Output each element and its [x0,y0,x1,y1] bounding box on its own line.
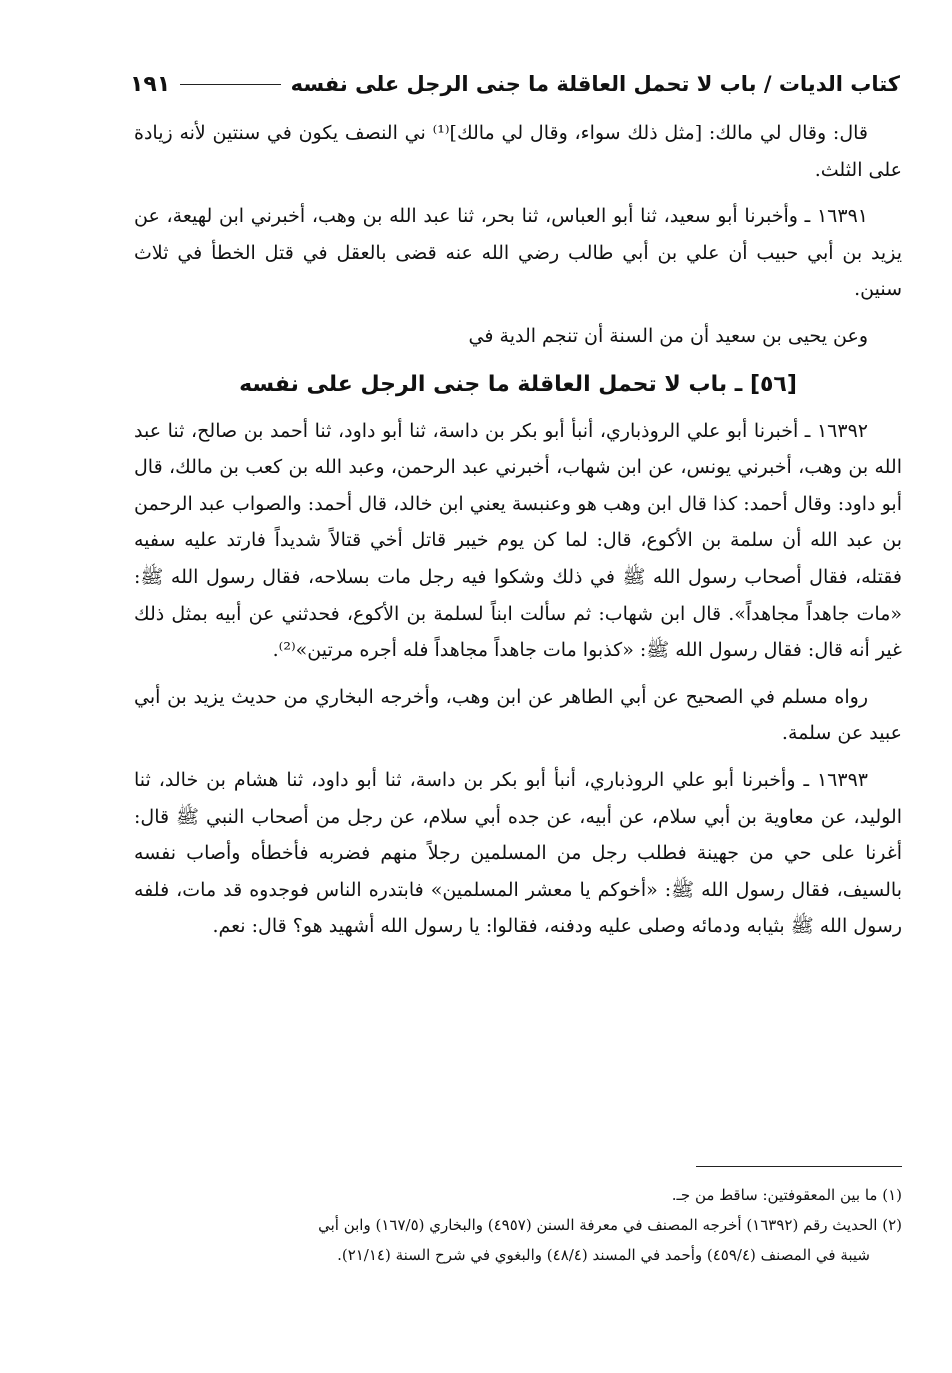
hadith-16392: ١٦٣٩٢ ـ أخبرنا أبو علي الروذباري، أنبأ أبو بكر بن داسة، ثنا أبو داود، ثنا أحمد بن صالح، ثنا عبد الله بن وهب، أخبرني يونس، عن ابن شهاب، أخبرني عبد الرحمن، وعبد الله بن كعب بن مالك، قال أبو داود: وقال أحمد: كذا قال ابن وهب هو وعنبسة يعني ابن خالد، قال أحمد: والصواب عبد الرحمن بن عبد الله أن سلمة بن الأكوع، قال: لما كن يوم خيبر قاتل أخي قتالاً شديداً فارتد عليه سفيه فقتله، فقال أصحاب رسول الله ﷺ في ذلك وشكوا فيه رجل مات بسلاحه، فقال رسول الله ﷺ: «مات جاهداً مجاهداً». قال ابن شهاب: ثم سألت ابناً لسلمة بن الأكوع، فحدثني عن أبيه بمثل ذلك غير أنه قال: فقال رسول الله ﷺ: «كذبوا مات جاهداً مجاهداً فله أجره مرتين»⁽²⁾. [134,419,902,662]
paragraph-5: رواه مسلم في الصحيح عن أبي الطاهر عن ابن وهب، وأخرجه البخاري من حديث يزيد بن أبي عبيد عن سلمة. [134,685,902,745]
paragraph-3: وعن يحيى بن سعيد أن من السنة أن تنجم الدية في [468,324,868,347]
hadith-16391: ١٦٣٩١ ـ وأخبرنا أبو سعيد، ثنا أبو العباس، ثنا بحر، ثنا عبد الله بن وهب، أخبرني ابن لهيعة، عن يزيد بن أبي حبيب أن علي بن أبي طالب رضي الله عنه قضى بالعقل في قتل الخطأ في ثلاث سنين. [134,205,902,301]
page-number: ١٩١ [130,71,171,97]
chapter-heading: [٥٦] ـ باب لا تحمل العاقلة ما جنى الرجل على نفسه [239,371,797,397]
hadith-16393: ١٦٣٩٣ ـ وأخبرنا أبو علي الروذباري، أنبأ أبو بكر بن داسة، ثنا أبو داود، ثنا هشام بن خالد، ثنا الوليد، عن معاوية بن أبي سلام، عن أبيه، عن جده أبي سلام، عن رجل من أصحاب النبي ﷺ قال: أغرنا على حي من جهينة فطلب رجل من المسلمين رجلاً منهم فضربه فأخطأه وأصاب نفسه بالسيف، فقال رسول الله ﷺ: «أخوكم يا معشر المسلمين» فابتدره الناس فوجدوه قد مات، فلفه رسول الله ﷺ بثيابه ودمائه وصلى عليه ودفنه، فقالوا: يا رسول الله أشهيد هو؟ قال: نعم. [134,768,902,938]
header-rule [180,84,280,85]
footnote-rule [696,1166,902,1167]
footnotes [134,1180,902,1270]
header-title: كتاب الديات / باب لا تحمل العاقلة ما جنى الرجل على نفسه [290,72,900,96]
running-header [130,64,900,104]
footnote-2: (٢) الحديث رقم (١٦٣٩٢) أخرجه المصنف في معرفة السنن (٤٩٥٧) والبخاري (١٦٧/٥) وابن أبي [318,1216,902,1234]
footnote-1: (١) ما بين المعقوفتين: ساقط من جـ. [671,1186,902,1204]
main-text [134,115,902,951]
footnote-2-continued: شيبة في المصنف (٤٥٩/٤) وأحمد في المسند (٤٨/٤) والبغوي في شرح السنة (٢١/١٤). [337,1246,870,1264]
paragraph-1: قال: وقال لي مالك: [مثل ذلك سواء، وقال لي مالك]⁽¹⁾ ني النصف يكون في سنتين لأنه زيادة على الثلث. [134,122,902,181]
